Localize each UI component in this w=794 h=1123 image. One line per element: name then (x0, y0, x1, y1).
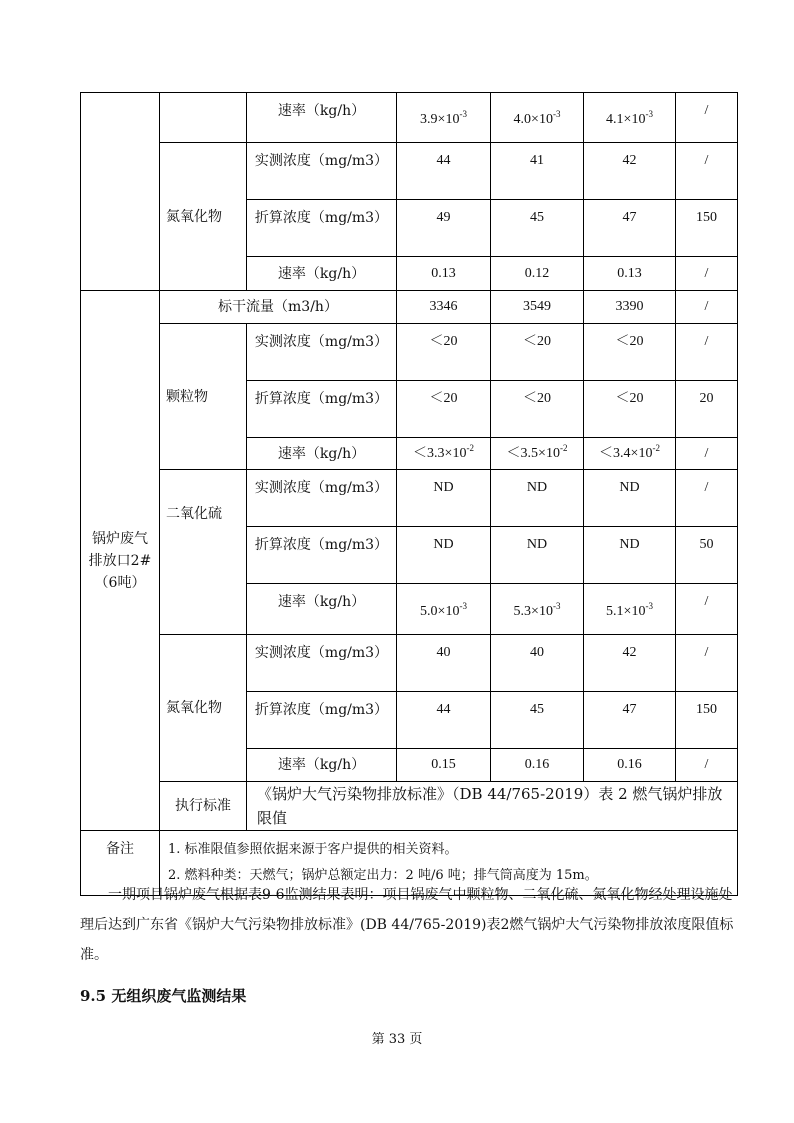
remark-item: 1. 标准限值参照依据来源于客户提供的相关资料。 (168, 842, 458, 857)
pollutant-name: 二氧化硫 (160, 470, 247, 635)
remark-item: 2. 燃料种类：天燃气；锅炉总额定出力：2 吨/6 吨；排气筒高度为 15m。 (168, 868, 598, 883)
table-row: 折算浓度（mg/m3） 49 45 47 150 (81, 200, 738, 257)
item-label: 速率（kg/h） (247, 438, 397, 470)
page-number: 第 33 页 (371, 1032, 423, 1047)
table-row (81, 782, 738, 831)
remarks-label: 备注 (81, 831, 160, 896)
item-label: 速率（kg/h） (247, 93, 397, 143)
item-label: 折算浓度（mg/m3） (247, 692, 397, 749)
outlet-cell-continued (81, 93, 160, 291)
section-heading: 9.5 无组织废气监测结果 (80, 987, 247, 1005)
item-label: 速率（kg/h） (247, 749, 397, 782)
item-label: 实测浓度（mg/m3） (247, 324, 397, 381)
table-row: 速率（kg/h） 0.13 0.12 0.13 / (81, 257, 738, 291)
table-row: 颗粒物 实测浓度（mg/m3） ＜20 ＜20 ＜20 / (81, 324, 738, 381)
monitoring-table (80, 92, 738, 896)
table-row: 锅炉废气排放口2#（6吨） 标干流量（m3/h） 3346 3549 3390 / (81, 291, 738, 324)
outlet-label: 锅炉废气排放口2#（6吨） (81, 291, 160, 831)
table-row: 速率（kg/h） $<3.3\times 10^{-2}$ $<3.5\times 10^{-2}$ $<3.4\times 10^{-2}$ / (81, 438, 738, 470)
item-label: 实测浓度（mg/m3） (247, 635, 397, 692)
table-row: 折算浓度（mg/m3） ＜20 ＜20 ＜20 20 (81, 381, 738, 438)
pollutant-name: 颗粒物 (160, 324, 247, 470)
pollutant-cell-continued (160, 93, 247, 143)
standard-text: 《锅炉大气污染物排放标准》（DB 44/765-2019）表 2 燃气锅炉排放限值 (247, 782, 738, 831)
table-row: 二氧化硫 实测浓度（mg/m3） ND ND ND / (81, 470, 738, 527)
standard-label: 执行标准 (160, 782, 247, 831)
item-label: 速率（kg/h） (247, 257, 397, 291)
item-label: 实测浓度（mg/m3） (247, 470, 397, 527)
table-row: 折算浓度（mg/m3） 44 45 47 150 (81, 692, 738, 749)
table-row: 氮氧化物 实测浓度（mg/m3） 40 40 42 / (81, 635, 738, 692)
table-row: 折算浓度（mg/m3） ND ND ND 50 (81, 527, 738, 584)
item-label: 折算浓度（mg/m3） (247, 381, 397, 438)
table-row: 速率（kg/h） 0.15 0.16 0.16 / (81, 749, 738, 782)
item-label: 实测浓度（mg/m3） (247, 143, 397, 200)
conclusion-paragraph: 一期项目锅炉废气根据表9-6监测结果表明：项目锅废气中颗粒物、二氧化硫、氮氧化物经处理设施处理后达到广东省《锅炉大气污染物排放标准》(DB 44/765-2019)表2燃气锅炉大气污染物排放浓度限值标准。 (80, 887, 734, 963)
pollutant-name: 氮氧化物 (160, 635, 247, 782)
pollutant-name: 氮氧化物 (160, 143, 247, 291)
item-label: 折算浓度（mg/m3） (247, 527, 397, 584)
item-label: 速率（kg/h） (247, 584, 397, 635)
table-row: 速率（kg/h） $5.0\times 10^{-3}$ $5.3\times 10^{-3}$ $5.1\times 10^{-3}$ / (81, 584, 738, 635)
flow-label: 标干流量（m3/h） (160, 291, 397, 324)
table-row: 氮氧化物 实测浓度（mg/m3） 44 41 42 / (81, 143, 738, 200)
table-row: 速率（kg/h） $3.9\times 10^{-3}$ $4.0\times 10^{-3}$ $4.1\times 10^{-3}$ / (81, 93, 738, 143)
item-label: 折算浓度（mg/m3） (247, 200, 397, 257)
